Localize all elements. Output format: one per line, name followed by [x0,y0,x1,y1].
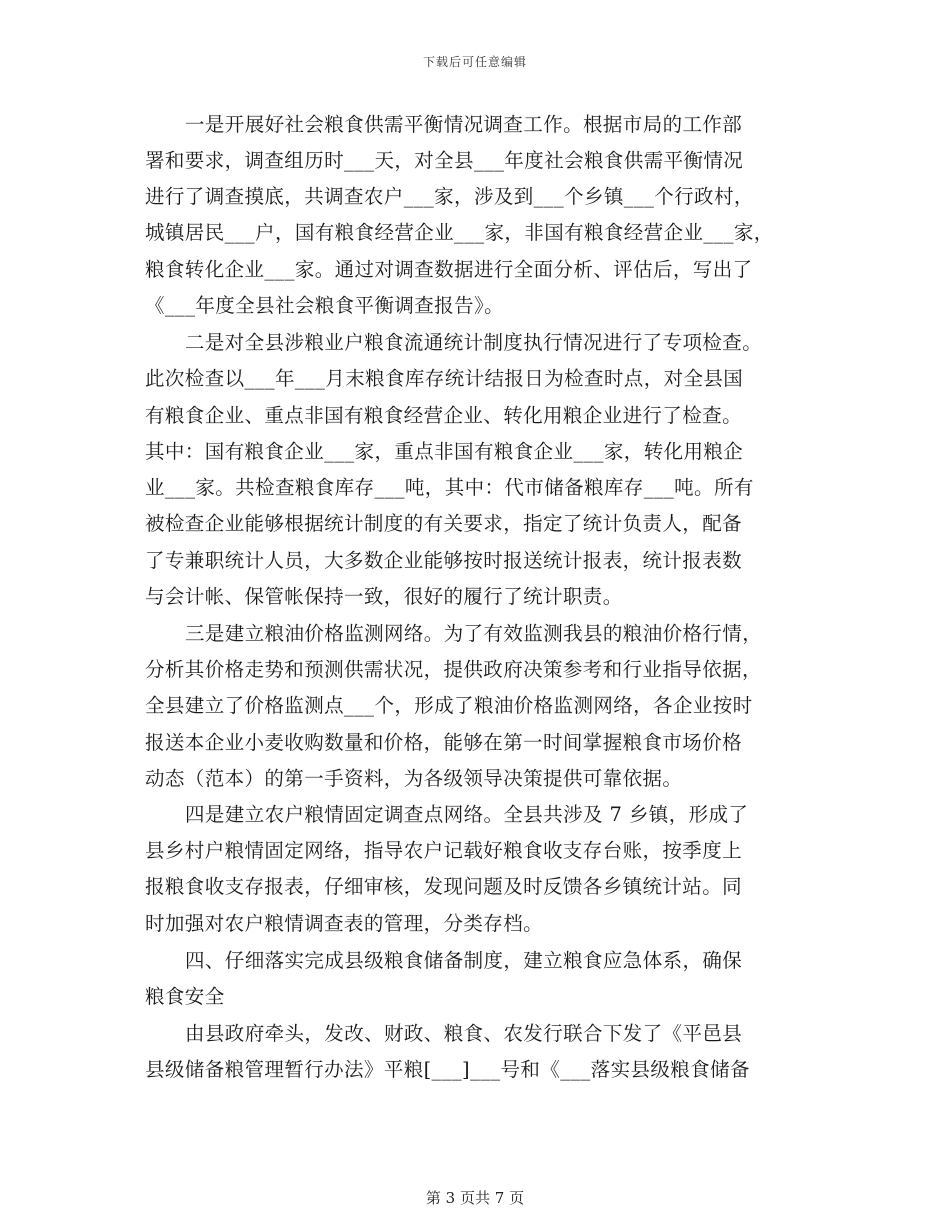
paragraph-3-line-2: 分析其价格走势和预测供需状况，提供政府决策参考和行业指导依据， [145,658,762,681]
paragraph-1-line-5: 粮食转化企业___家。通过对调查数据进行全面分析、评估后，写出了 [145,258,753,281]
paragraph-2-line-4: 其中：国有粮食企业___家，重点非国有粮食企业___家，转化用粮企 [145,440,744,463]
paragraph-1-line-1: 一是开展好社会粮食供需平衡情况调查工作。根据市局的工作部 [185,113,743,136]
paragraph-2-line-6: 被检查企业能够根据统计制度的有关要求，指定了统计负责人，配备 [145,512,743,535]
paragraph-2-line-5: 业___家。共检查粮食库存___吨，其中：代市储备粮库存___吨。所有 [145,476,754,499]
paragraph-3-line-5: 动态（范本）的第一手资料，为各级领导决策提供可靠依据。 [145,767,683,790]
paragraph-2-line-7: 了专兼职统计人员，大多数企业能够按时报送统计报表，统计报表数 [145,549,743,572]
page-number-footer: 第 3 页共 7 页 [425,1189,525,1207]
paragraph-1-line-2: 署和要求，调查组历时___天，对全县___年度社会粮食供需平衡情况 [145,149,744,172]
paragraph-5-line-2: 县级储备粮管理暂行办法》平粮[___]___号和《___落实县级粮食储备 [145,1058,750,1081]
paragraph-4-line-3: 报粮食收支存报表，仔细审核，发现问题及时反馈各乡镇统计站。同 [145,875,743,898]
paragraph-3-line-1: 三是建立粮油价格监测网络。为了有效监测我县的粮油价格行情， [185,622,763,645]
paragraph-1-line-6: 《___年度全县社会粮食平衡调查报告》。 [145,294,505,317]
paragraph-3-line-4: 报送本企业小麦收购数量和价格，能够在第一时间掌握粮食市场价格 [145,731,743,754]
section-heading-line-1: 四、仔细落实完成县级粮食储备制度，建立粮食应急体系，确保 [185,949,743,972]
paragraph-1-line-4: 城镇居民___户，国有粮食经营企业___家，非国有粮食经营企业___家， [145,221,774,244]
paragraph-2-line-2: 此次检查以___年___月末粮食库存统计结报日为检查时点，对全县国 [145,367,744,390]
paragraph-4-line-1: 四是建立农户粮情固定调查点网络。全县共涉及 7 乡镇，形成了 [185,803,749,826]
paragraph-2-line-3: 有粮食企业、重点非国有粮食经营企业、转化用粮企业进行了检查。 [145,404,743,427]
paragraph-1-line-3: 进行了调查摸底，共调查农户___家，涉及到___个乡镇___个行政村， [145,185,754,208]
section-heading-line-2: 粮食安全 [145,985,225,1008]
paragraph-4-line-4: 时加强对农户粮情调查表的管理，分类存档。 [145,912,544,935]
paragraph-3-line-3: 全县建立了价格监测点___个，形成了粮油价格监测网络，各企业按时 [145,694,753,717]
paragraph-4-line-2: 县乡村户粮情固定网络，指导农户记载好粮食收支存台账，按季度上 [145,839,743,862]
paragraph-2-line-8: 与会计帐、保管帐保持一致，很好的履行了统计职责。 [145,585,623,608]
page-header-note: 下载后可任意编辑 [422,55,527,69]
paragraph-5-line-1: 由县政府牵头，发改、财政、粮食、农发行联合下发了《平邑县 [185,1022,743,1045]
paragraph-2-line-1: 二是对全县涉粮业户粮食流通统计制度执行情况进行了专项检查。 [185,331,763,354]
